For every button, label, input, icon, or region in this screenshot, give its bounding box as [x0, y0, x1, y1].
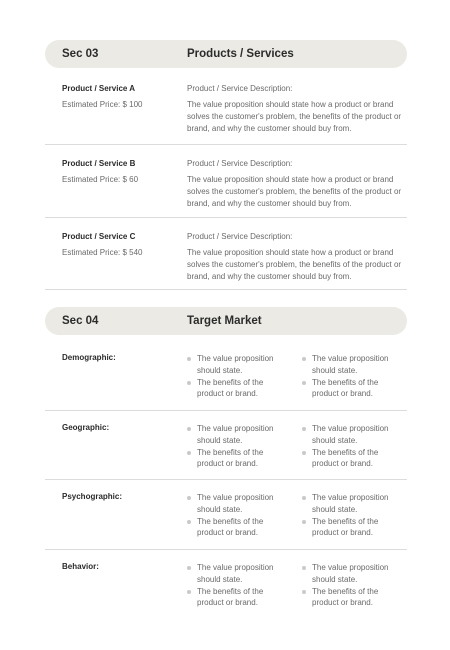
- bullet-list: [187, 562, 292, 609]
- section-title: Target Market: [187, 315, 262, 327]
- bullet-icon: [302, 566, 306, 570]
- product-row: [45, 70, 407, 145]
- product-description-label: Product / Service Description:: [187, 232, 293, 241]
- section-number: Sec 03: [62, 48, 99, 60]
- product-description: The value proposition should state how a product or brand solves the customer's problem, the benefits of the product or brand, and why the customer should buy from.: [187, 100, 402, 133]
- list-item: The benefits of the product or brand.: [302, 447, 407, 471]
- list-item: The value proposition should state.: [302, 353, 407, 377]
- section-header-products: [45, 40, 407, 68]
- product-description: The value proposition should state how a product or brand solves the customer's problem, the benefits of the product or brand, and why the customer should buy from.: [187, 248, 402, 281]
- product-row: [45, 145, 407, 218]
- bullet-icon: [187, 590, 191, 594]
- product-price: Estimated Price: $ 540: [62, 248, 143, 257]
- product-description-label: Product / Service Description:: [187, 159, 293, 168]
- bullet-icon: [187, 357, 191, 361]
- product-price: Estimated Price: $ 60: [62, 175, 139, 184]
- target-row-psychographic: [45, 480, 407, 550]
- section-header-target-market: [45, 307, 407, 335]
- bullet-list: [302, 492, 407, 539]
- section-title: Products / Services: [187, 48, 294, 60]
- target-row-demographic: [45, 341, 407, 411]
- bullet-list: [302, 423, 407, 470]
- bullet-icon: [302, 451, 306, 455]
- target-row-geographic: [45, 411, 407, 480]
- list-item: The benefits of the product or brand.: [187, 447, 292, 471]
- bullet-icon: [302, 520, 306, 524]
- bullet-icon: [187, 566, 191, 570]
- bullet-icon: [302, 381, 306, 385]
- bullet-icon: [187, 496, 191, 500]
- target-label: Demographic:: [62, 353, 116, 362]
- list-item: The value proposition should state.: [302, 562, 407, 586]
- product-price: Estimated Price: $ 100: [62, 100, 143, 109]
- bullet-icon: [302, 496, 306, 500]
- product-description-label: Product / Service Description:: [187, 84, 293, 93]
- product-name: Product / Service A: [62, 84, 136, 93]
- list-item: The benefits of the product or brand.: [187, 516, 292, 540]
- bullet-list: [302, 353, 407, 400]
- target-label: Psychographic:: [62, 492, 123, 501]
- bullet-list: [187, 353, 292, 400]
- bullet-icon: [302, 357, 306, 361]
- product-description: The value proposition should state how a product or brand solves the customer's problem, the benefits of the product or brand, and why the customer should buy from.: [187, 175, 402, 208]
- list-item: The benefits of the product or brand.: [187, 377, 292, 401]
- bullet-icon: [187, 427, 191, 431]
- list-item: The value proposition should state.: [187, 492, 292, 516]
- product-row: [45, 218, 407, 290]
- target-label: Behavior:: [62, 562, 99, 571]
- product-name: Product / Service B: [62, 159, 136, 168]
- list-item: The benefits of the product or brand.: [302, 377, 407, 401]
- bullet-icon: [187, 451, 191, 455]
- product-name: Product / Service C: [62, 232, 136, 241]
- bullet-icon: [302, 427, 306, 431]
- target-label: Geographic:: [62, 423, 110, 432]
- list-item: The value proposition should state.: [302, 423, 407, 447]
- list-item: The benefits of the product or brand.: [302, 516, 407, 540]
- list-item: The value proposition should state.: [302, 492, 407, 516]
- list-item: The benefits of the product or brand.: [187, 586, 292, 610]
- list-item: The benefits of the product or brand.: [302, 586, 407, 610]
- bullet-icon: [187, 520, 191, 524]
- bullet-icon: [187, 381, 191, 385]
- list-item: The value proposition should state.: [187, 423, 292, 447]
- bullet-list: [302, 562, 407, 609]
- list-item: The value proposition should state.: [187, 353, 292, 377]
- list-item: The value proposition should state.: [187, 562, 292, 586]
- bullet-list: [187, 492, 292, 539]
- section-number: Sec 04: [62, 315, 99, 327]
- bullet-list: [187, 423, 292, 470]
- target-row-behavior: [45, 550, 407, 620]
- bullet-icon: [302, 590, 306, 594]
